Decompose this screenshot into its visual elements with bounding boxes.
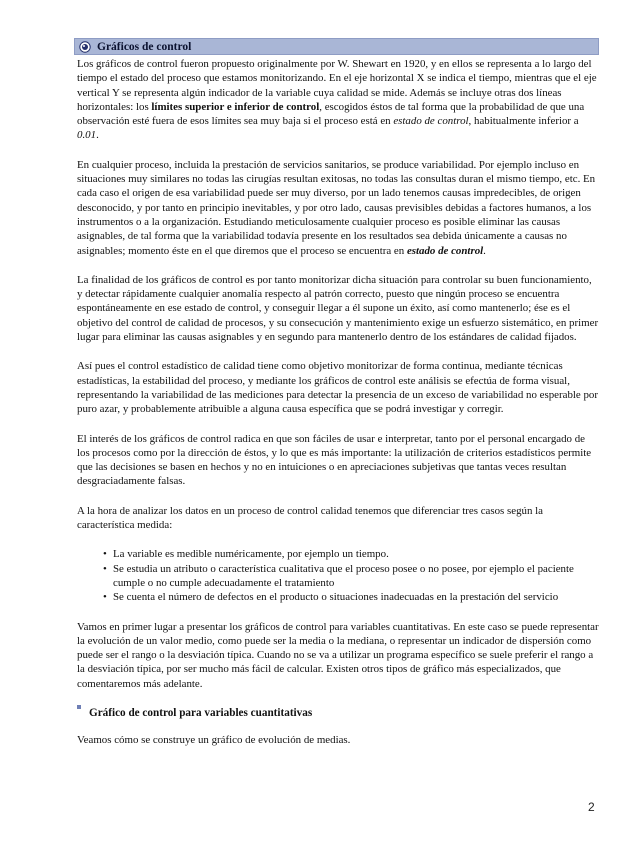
subheading-text: Gráfico de control para variables cuantitativas	[89, 706, 313, 719]
list-item: • La variable es medible numéricamente, por ejemplo un tiempo.	[113, 547, 599, 561]
document-body	[77, 57, 599, 763]
square-marker-icon	[77, 705, 81, 709]
page-number: 2	[588, 800, 595, 814]
section-header	[74, 38, 599, 55]
paragraph-2: En cualquier proceso, incluida la prestación de servicios sanitarios, se produce variabilidad. Por ejemplo incluso en situaciones muy similares no todas las cirugías resultan exitosas, no todas las consultas duran el mismo tiempo, etc. En cada caso el origen de esa variabilidad puede ser muy diverso, por un lado tenemos causas impredecibles, de origen desconocido, y por tanto en principio inevitables, y por otro lado, causas previsibles debidas a factores humanos, a los instrumentos o a la organización. Estudiando meticulosamente cualquier proceso es posible eliminar las causas asignables, de tal forma que la variabilidad todavía presente en los resultados sea debida únicamente a causas no asignables; momento éste en el que diremos que el proceso se encuentra en estado de control.	[77, 158, 596, 257]
paragraph-6: A la hora de analizar los datos en un proceso de control calidad tenemos que diferenciar tres casos según la característica medida:	[77, 504, 544, 532]
section-title: Gráficos de control	[97, 41, 192, 53]
bold-term: límites superior e inferior de control	[151, 100, 320, 113]
paragraph-5: El interés de los gráficos de control radica en que son fáciles de usar e interpretar, tanto por el personal encargado de los procesos como por la dirección de éstos, y lo que es más importante: la utilización de criterios estadísticos permite que las decisiones se basen en hechos y no en intuiciones o en apreciaciones subjetivas que tantas veces resultan desgraciadamente falsas.	[77, 432, 592, 488]
paragraph-4: Así pues el control estadístico de calidad tiene como objetivo monitorizar de forma continua, mediante técnicas estadísticas, la estabilidad del proceso, y mediante los gráficos de control este análisis se efectúa de forma visual, representando la variabilidad de las mediciones para detectar la presencia de un exceso de variabilidad no esperable por puro azar, y probablemente atribuible a alguna causa específica que se podrá investigar y corregir.	[77, 360, 599, 416]
subheading	[77, 706, 599, 720]
paragraph-1: Los gráficos de control fueron propuesto originalmente por W. Shewart en 1920, y en ellos se representa a lo largo del tiempo el estado del proceso que estamos monitorizando. En el eje horizontal X se indica el tiempo, mientras que el eje vertical Y se representa algún indicador de la variable cuya calidad se mide. Además se incluye otras dos líneas horizontales: los límites superior e inferior de control, escogidos éstos de tal forma que la probabilidad de que una observación esté fuera de esos límites sea muy baja si el proceso está en estado de control, habitualmente inferior a 0.01.	[77, 58, 597, 142]
italic-value: 0.01	[77, 129, 97, 142]
paragraph-7: Vamos en primer lugar a presentar los gráficos de control para variables cuantitativas. En este caso se puede representar la evolución de un valor medio, como puede ser la media o la mediana, o representar un indicador de dispersión como puede ser el rango o la desviación típica. Cuando no se va a utilizar un programa específico se suele preferir el rango a la desviación típica, por ser mucho más fácil de calcular. Existen otros tipos de gráfico más especializados, que comentaremos más adelante.	[77, 620, 599, 690]
bullet-list	[77, 547, 599, 604]
italic-term: estado de control	[393, 115, 469, 128]
bold-italic-term: estado de control	[406, 244, 484, 257]
paragraph-8: Veamos cómo se construye un gráfico de evolución de medias.	[77, 734, 351, 747]
bullet-globe-icon	[79, 41, 91, 53]
list-item: • Se cuenta el número de defectos en el producto o situaciones inadecuadas en la prestación del servicio	[113, 590, 599, 604]
list-item: • Se estudia un atributo o característica cualitativa que el proceso posee o no posee, por ejemplo el paciente cumple o no cumple adecuadamente el tratamiento	[113, 562, 599, 591]
paragraph-3: La finalidad de los gráficos de control es por tanto monitorizar dicha situación para controlar su buen funcionamiento, y detectar rápidamente cualquier anomalía respecto al patrón correcto, puesto que ningún proceso se encuentra espontáneamente en ese estado de control, y conseguir llegar a él supone un éxito, así como mantenerlo; ése es el objetivo del control de calidad de procesos, y su consecución y mantenimiento exige un esfuerzo sistemático, en primer lugar para eliminar las causas asignables y en segundo para mantenerlo dentro de los estándares de calidad fijados.	[77, 273, 599, 344]
